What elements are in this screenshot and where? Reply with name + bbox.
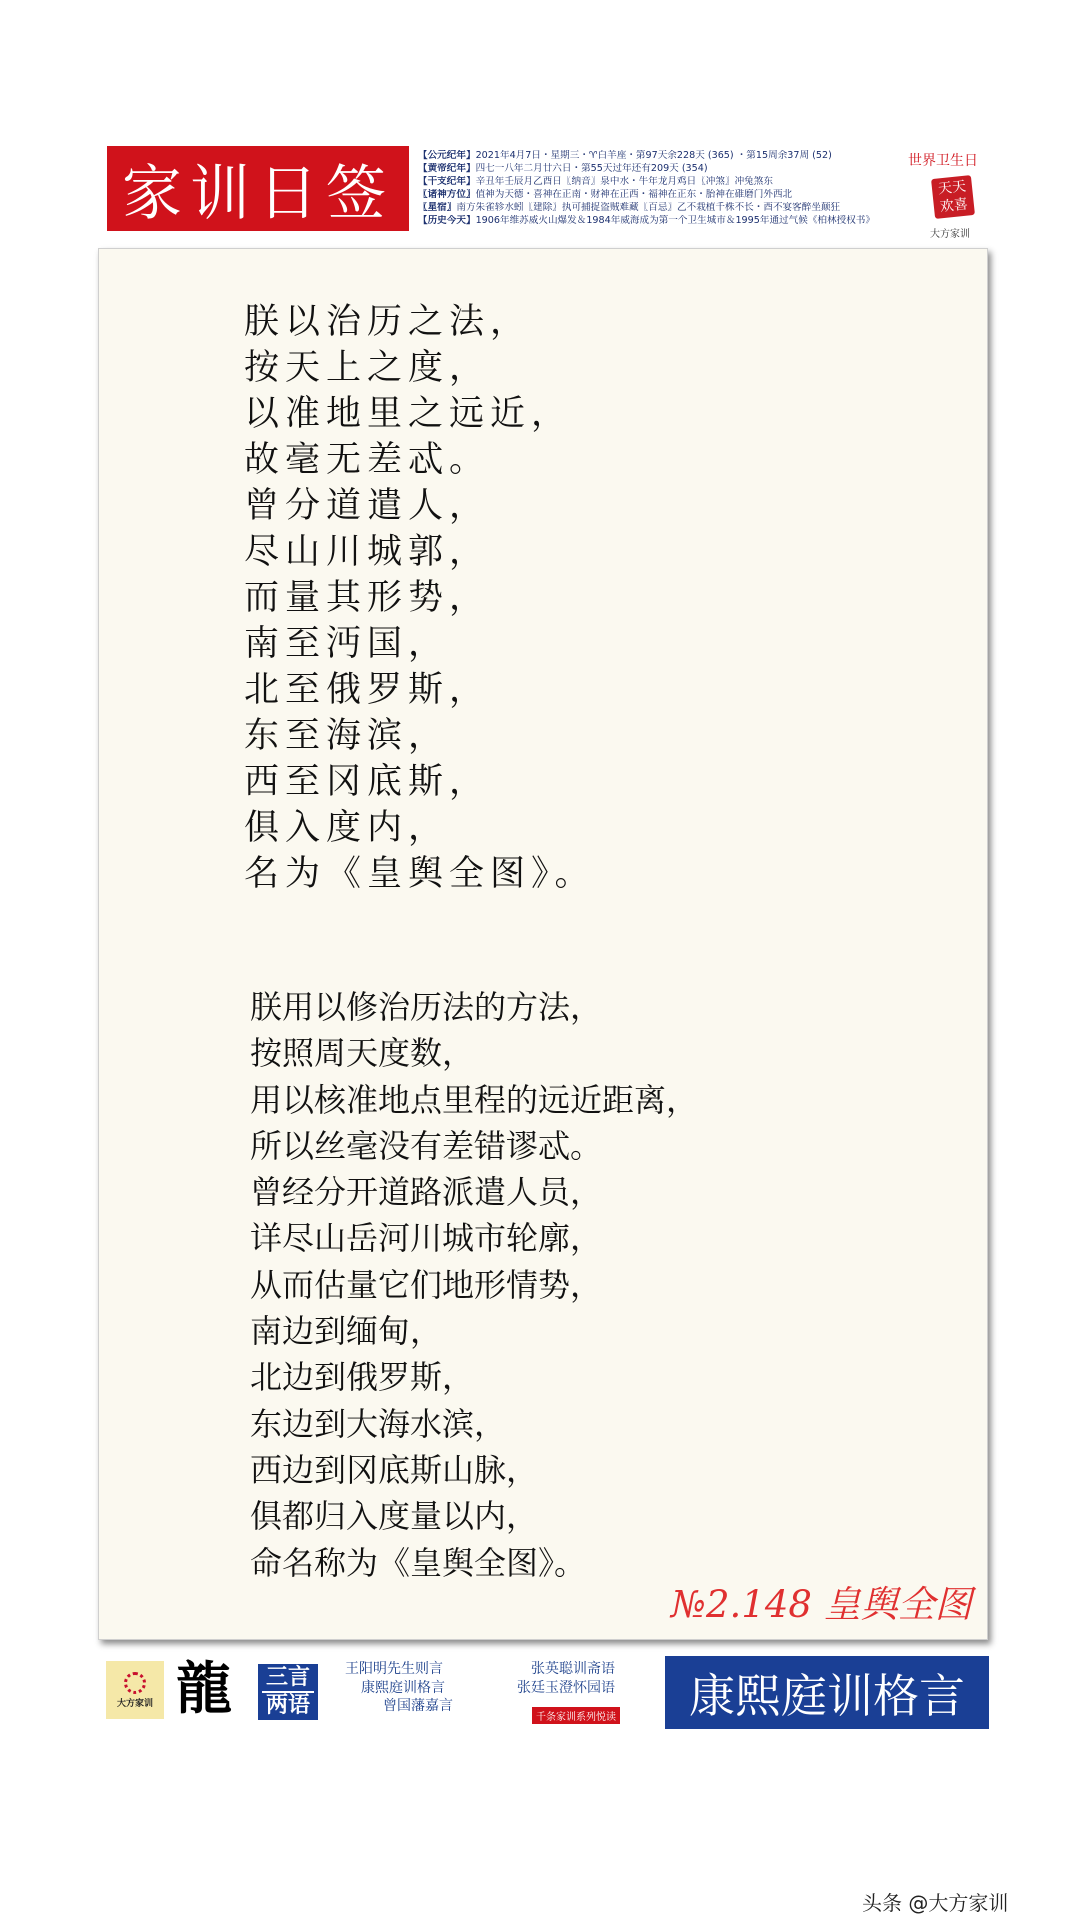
modern-line: 按照周天度数， (250, 1034, 475, 1073)
modern-line: 南边到缅甸， (250, 1312, 443, 1351)
modern-line: 东边到大海水滨， (250, 1404, 507, 1443)
book-link[interactable]: 王阳明先生则言 (345, 1661, 443, 1677)
modern-line: 北边到俄罗斯， (250, 1358, 475, 1397)
modern-line: 用以核准地点里程的远近距离， (250, 1080, 699, 1119)
logo-ring-icon (124, 1672, 146, 1694)
classical-line: 俱入度内， (244, 808, 450, 848)
modern-line: 所以丝毫没有差错谬忒。 (250, 1126, 603, 1165)
modern-line: 从而估量它们地形情势， (250, 1265, 603, 1304)
info-line: 〖诸神方位〗值神为天德・喜神在正南・财神在正西・福神在正东・胎神在碓磨门外西北 (418, 188, 793, 200)
book-link[interactable]: 康熙庭训格言 (361, 1679, 445, 1696)
series-badge: 千条家训系列悦读 (532, 1707, 620, 1724)
modern-translation (250, 984, 698, 1586)
dragon-calligraphy: 龍 (176, 1656, 232, 1722)
classical-line: 朕以治历之法， (244, 302, 532, 342)
sanyan-liangyu-logo[interactable]: 三言 两语 (258, 1664, 318, 1720)
entry-number-title: №2.148 皇舆全图 (671, 1583, 972, 1626)
info-line: 【黄帝纪年】四七一八年二月廿六日・第55天过年还有209天 (354) (418, 162, 708, 174)
paper-sheet (98, 248, 988, 1640)
classical-line: 北至俄罗斯， (244, 670, 491, 710)
classical-line: 按天上之度， (244, 348, 491, 388)
classical-line: 曾分道遣人， (244, 486, 491, 526)
classical-line: 尽山川城郭， (244, 532, 491, 572)
info-line: 【历史今天】1906年维苏威火山爆发＆1984年威海成为第一个卫生城市＆1995年通过气候《柏林授权书》 (418, 214, 875, 226)
info-line: 〖星宿〗南方朱雀轸水蚓〖建除〗执可捕捉盗贼难藏〖百忌〗乙不栽植千株不长・酉不宴客醉坐颠狂 (418, 201, 841, 213)
modern-line: 详尽山岳河川城市轮廓， (250, 1219, 603, 1258)
info-line: 【公元纪年】2021年4月7日・星期三・♈白羊座・第97天余228天 (365) ・第15周余37周 (52) (418, 150, 832, 161)
classical-text (244, 299, 596, 897)
source-credit: 头条 @大方家训 (862, 1891, 1009, 1915)
classical-line: 以准地里之远近， (244, 394, 573, 434)
classical-line: 故毫无差忒。 (244, 440, 491, 480)
book-link[interactable]: 曾国藩嘉言 (383, 1698, 453, 1714)
book-title-banner[interactable]: 康熙庭训格言 (665, 1656, 989, 1729)
calendar-info (418, 150, 918, 227)
classical-line: 而量其形势， (244, 578, 491, 618)
modern-line: 俱都归入度量以内， (250, 1497, 539, 1536)
modern-line: 命名称为《皇舆全图》。 (250, 1543, 587, 1582)
classical-line: 东至海滨， (244, 716, 450, 756)
page-title: 家训日签 (122, 158, 394, 229)
seal-caption: 大方家训 (930, 229, 970, 240)
classical-line: 西至冈底斯， (244, 762, 491, 802)
title-banner (107, 146, 409, 231)
brand-logo[interactable]: 大方家训 (106, 1661, 164, 1719)
book-link[interactable]: 张英聪训斋语 (531, 1661, 615, 1677)
classical-line: 南至沔国， (244, 624, 450, 664)
modern-line: 西边到冈底斯山脉， (250, 1450, 539, 1489)
modern-line: 朕用以修治历法的方法， (250, 988, 603, 1026)
modern-line: 曾经分开道路派遣人员， (250, 1173, 603, 1212)
book-link[interactable]: 张廷玉澄怀园语 (517, 1679, 615, 1696)
seal-stamp: 天天 欢喜 (931, 175, 975, 219)
classical-line: 名为《皇舆全图》。 (244, 854, 596, 894)
info-line: 【干支纪年】辛丑年壬辰月乙酉日〖纳音〗泉中水・牛年龙月鸡日〖冲煞〗冲兔煞东 (418, 175, 773, 187)
event-label: 世界卫生日 (908, 153, 978, 169)
